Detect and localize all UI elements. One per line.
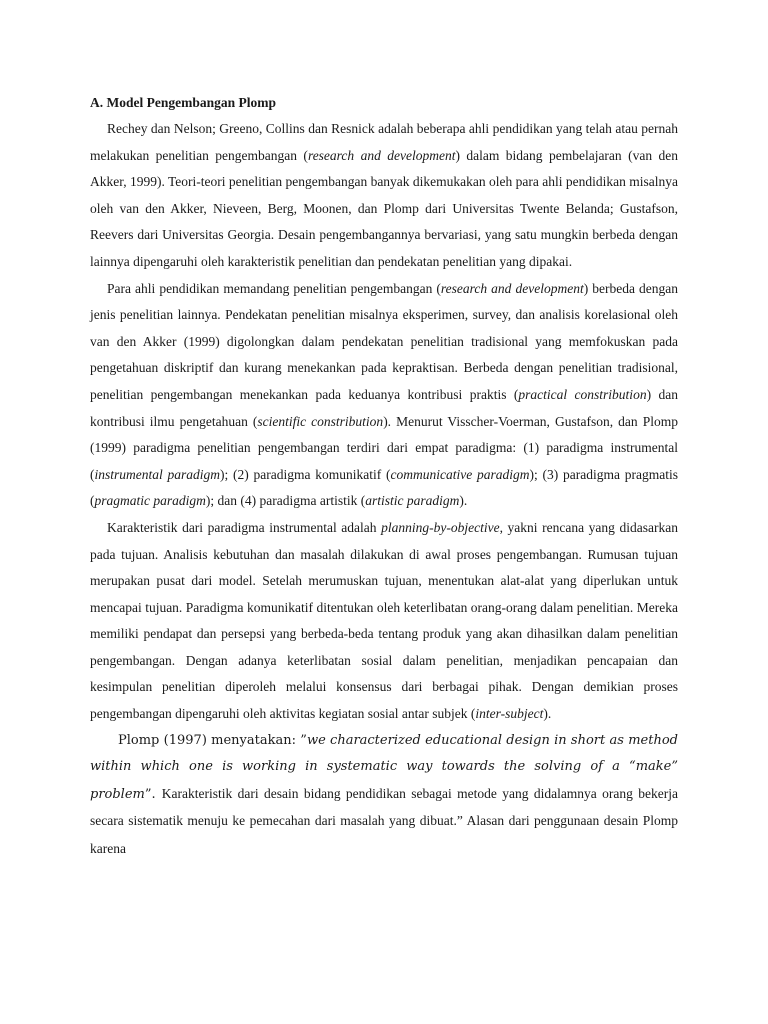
paragraph-1-text-a: Rechey dan Nelson; Greeno, Collins dan Resnick adalah beberapa ahli pendidikan yang telah atau pernah melakukan penelitian pengembangan ( bbox=[90, 121, 678, 163]
paragraph-1-text-c: ) dalam bidang pembelajaran (van den Akker, 1999). Teori-teori penelitian pengembangan banyak dikemukakan oleh para ahli pendidikan misalnya oleh van den Akker, Nieveen, Berg, Moonen, dan Plomp dari Universitas Twente Belanda; Gustafson, Reevers dari Universitas Georgia. Desain pengembangannya bervariasi, yang satu mungkin berbeda dengan lainnya dipengaruhi oleh karakteristik penelitian dan pendekatan penelitian yang dipakai. bbox=[90, 147, 678, 269]
paragraph-3-text-e: ). bbox=[543, 706, 552, 722]
paragraph-2-text-i: ); (2) paradigma komunikatif ( bbox=[220, 466, 391, 482]
paragraph-3-text-c: , yakni rencana yang didasarkan pada tujuan. Analisis kebutuhan dan masalah dilakukan di awal proses pengembangan. Rumusan tujuan merupakan pusat dari model. Setelah merumuskan tujuan, menentukan alat-alat yang diperlukan untuk mencapai tujuan. Paradigma komunikatif ditentukan oleh keterlibatan orang-orang dalam penelitian. Mereka memiliki pendapat dan persepsi yang berbeda-beda tentang produk yang akan dihasilkan dalam penelitian pengembangan. Dengan adanya keterlibatan sosial dalam penelitian, menjadikan pencapaian dan kesimpulan penelitian diperoleh melalui konsensus dari berbagai pihak. Dengan demikian proses pengembangan dipengaruhi oleh aktivitas kegiatan sosial antar subjek ( bbox=[90, 519, 678, 722]
paragraph-2-italic-rnd: research and development bbox=[440, 280, 584, 296]
document-page bbox=[90, 90, 678, 864]
paragraph-2-text-m: ); dan (4) paradigma artistik ( bbox=[205, 493, 366, 509]
paragraph-4 bbox=[90, 728, 678, 864]
paragraph-2-text-k: ); (3) paradigma pragmatis ( bbox=[90, 466, 678, 509]
paragraph-1 bbox=[90, 116, 678, 276]
paragraph-2-text-g: ). Menurut Visscher-Voerman, Gustafson, dan Plomp (1999) paradigma penelitian pengembangan terdiri dari empat paradigma: (1) paradigma instrumental ( bbox=[90, 413, 678, 482]
paragraph-2-italic-artistic: artistic paradigm bbox=[365, 493, 460, 509]
paragraph-2-italic-communicative: communicative paradigm bbox=[390, 466, 530, 482]
paragraph-4-text-d: Karakteristik dari desain bidang pendidikan sebagai metode yang didalamnya orang bekerja secara sistematik menuju ke pemecahan dari masalah yang dibuat.” Alasan dari penggunaan desain Plomp karena bbox=[90, 785, 678, 857]
paragraph-2 bbox=[90, 276, 678, 515]
paragraph-2-italic-instrumental: instrumental paradigm bbox=[94, 466, 221, 482]
paragraph-4-italic-quote: we characterized educational design in short as method within which one is working in systematic way towards the solving of a “make” problem bbox=[90, 732, 678, 802]
paragraph-2-text-e: ) dan kontribusi ilmu pengetahuan ( bbox=[90, 386, 678, 429]
paragraph-2-text-o: ). bbox=[459, 493, 468, 509]
paragraph-2-italic-pragmatic: pragmatic paradigm bbox=[94, 493, 206, 509]
paragraph-2-text-a: Para ahli pendidikan memandang penelitian pengembangan ( bbox=[107, 280, 441, 296]
paragraph-4-text-a: Plomp (1997) menyatakan: ” bbox=[118, 732, 307, 748]
paragraph-1-italic-rnd: research and development bbox=[307, 147, 456, 163]
paragraph-2-text-c: ) berbeda dengan jenis penelitian lainnya. Pendekatan penelitian misalnya eksperimen, survey, dan analisis korelasional oleh van den Akker (1999) digolongkan dalam pendekatan penelitian tradisional yang memfokuskan pada pengetahuan diskriptif dan kurang menekankan pada kepraktisan. Berbeda dengan penelitian tradisional, penelitian pengembangan menekankan pada keduanya kontribusi praktis ( bbox=[90, 280, 678, 402]
paragraph-2-italic-scientific: scientific constribution bbox=[257, 413, 384, 429]
paragraph-4-text-c: ”. bbox=[144, 786, 162, 802]
section-heading: A. Model Pengembangan Plomp bbox=[90, 95, 277, 110]
paragraph-3 bbox=[90, 515, 678, 728]
paragraph-3-italic-inter-subject: inter-subject bbox=[475, 706, 544, 722]
paragraph-2-italic-practical: practical constribution bbox=[518, 386, 647, 402]
paragraph-3-italic-planning: planning-by-objective bbox=[381, 519, 500, 535]
paragraph-3-text-a: Karakteristik dari paradigma instrumental adalah bbox=[107, 519, 382, 535]
